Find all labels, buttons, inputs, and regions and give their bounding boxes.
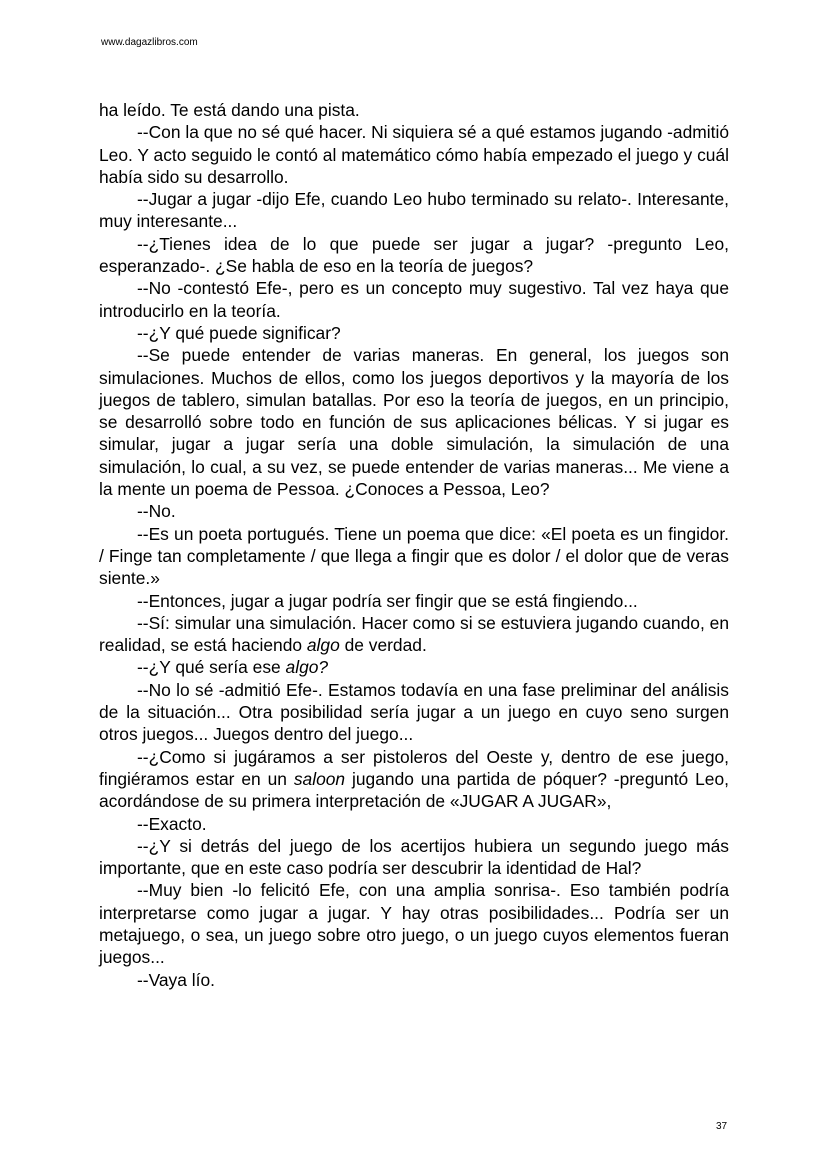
- paragraph: [99, 590, 729, 612]
- paragraph-text: --Exacto.: [137, 813, 207, 834]
- paragraph-text: --Sí: simular una simulación. Hacer como si se estuviera jugando cuando, en realidad, se está haciendo: [99, 612, 729, 656]
- paragraph-text: --Muy bien -lo felicitó Efe, con una amplia sonrisa-. Eso también podría interpretarse como jugar a jugar. Y hay otras posibilidades... Podría ser un metajuego, o sea, un juego sobre otro juego, o un juego cuyos elementos fueran juegos...: [99, 880, 729, 968]
- paragraph-text: --Vaya lío.: [137, 969, 215, 990]
- paragraph-text: --No -contestó Efe-, pero es un concepto muy sugestivo. Tal vez haya que introducirlo en la teoría.: [99, 278, 729, 321]
- paragraph-text: --Jugar a jugar -dijo Efe, cuando Leo hubo terminado su relato-. Interesante, muy interesante...: [99, 189, 729, 232]
- paragraph: [99, 500, 729, 522]
- paragraph-text: --Entonces, jugar a jugar podría ser fingir que se está fingiendo...: [137, 590, 638, 611]
- paragraph: [99, 523, 729, 590]
- text-body: [99, 99, 729, 991]
- header-url: www.dagazlibros.com: [101, 37, 198, 48]
- paragraph-text: --Se puede entender de varias maneras. En general, los juegos son simulaciones. Muchos de ellos, como los juegos deportivos y la mayoría de los juegos de tablero, simulan batallas. Por eso la teoría de juegos, en un principio, se desarrolló sobre todo en función de sus aplicaciones bélicas. Y si jugar es simular, jugar a jugar sería una doble simulación, la simulación de una simulación, lo cual, a su vez, se puede entender de varias maneras... Me viene a la mente un poema de Pessoa. ¿Conoces a Pessoa, Leo?: [99, 345, 729, 500]
- paragraph-italic-text: algo?: [285, 657, 329, 678]
- paragraph-text: --¿Como si jugáramos a ser pistoleros del Oeste y, dentro de ese juego, fingiéramos estar en un: [99, 746, 729, 789]
- paragraph: [99, 969, 729, 991]
- paragraph: [99, 612, 729, 657]
- paragraph-text: --¿Y qué sería ese: [137, 657, 286, 678]
- paragraph: [99, 746, 729, 813]
- paragraph-text: --No.: [137, 501, 176, 522]
- paragraph: [99, 233, 729, 278]
- paragraph-text: jugando una partida de póquer? -preguntó Leo, acordándose de su primera interpretación de «JUGAR A JUGAR»,: [99, 768, 729, 812]
- paragraph: [99, 121, 729, 188]
- paragraph-text: --¿Y si detrás del juego de los acertijos hubiera un segundo juego más importante, que en este caso podría ser descubrir la identidad de Hal?: [99, 835, 729, 879]
- paragraph-text: --Es un poeta portugués. Tiene un poema que dice: «El poeta es un fingidor. / Finge tan completamente / que llega a fingir que es dolor / el dolor que de veras siente.»: [99, 523, 729, 589]
- paragraph: [99, 277, 729, 322]
- paragraph-text: --¿Y qué puede significar?: [137, 322, 341, 343]
- paragraph-text: --No lo sé -admitió Efe-. Estamos todavía en una fase preliminar del análisis de la situación... Otra posibilidad sería jugar a un juego en cuyo seno surgen otros juegos... Juegos dentro del juego...: [99, 679, 729, 745]
- paragraph-italic-text: algo: [306, 635, 340, 656]
- paragraph: [99, 813, 729, 835]
- paragraph-text: --Con la que no sé qué hacer. Ni siquiera sé a qué estamos jugando -admitió Leo. Y acto seguido le contó al matemático cómo había empezado el juego y cuál había sido su desarrollo.: [99, 122, 729, 187]
- paragraph-italic-text: saloon: [293, 768, 346, 789]
- paragraph-text: ha leído. Te está dando una pista.: [99, 100, 360, 120]
- paragraph: [99, 879, 729, 968]
- paragraph: [99, 322, 729, 344]
- paragraph: [99, 99, 729, 121]
- page-number: 37: [716, 1121, 728, 1132]
- paragraph: [99, 679, 729, 746]
- paragraph-text: de verdad.: [339, 635, 427, 656]
- paragraph: [99, 656, 729, 678]
- paragraph: [99, 835, 729, 880]
- paragraph: [99, 344, 729, 500]
- paragraph-text: --¿Tienes idea de lo que puede ser jugar a jugar? -pregunto Leo, esperanzado-. ¿Se habla de eso en la teoría de juegos?: [99, 233, 729, 277]
- paragraph: [99, 188, 729, 233]
